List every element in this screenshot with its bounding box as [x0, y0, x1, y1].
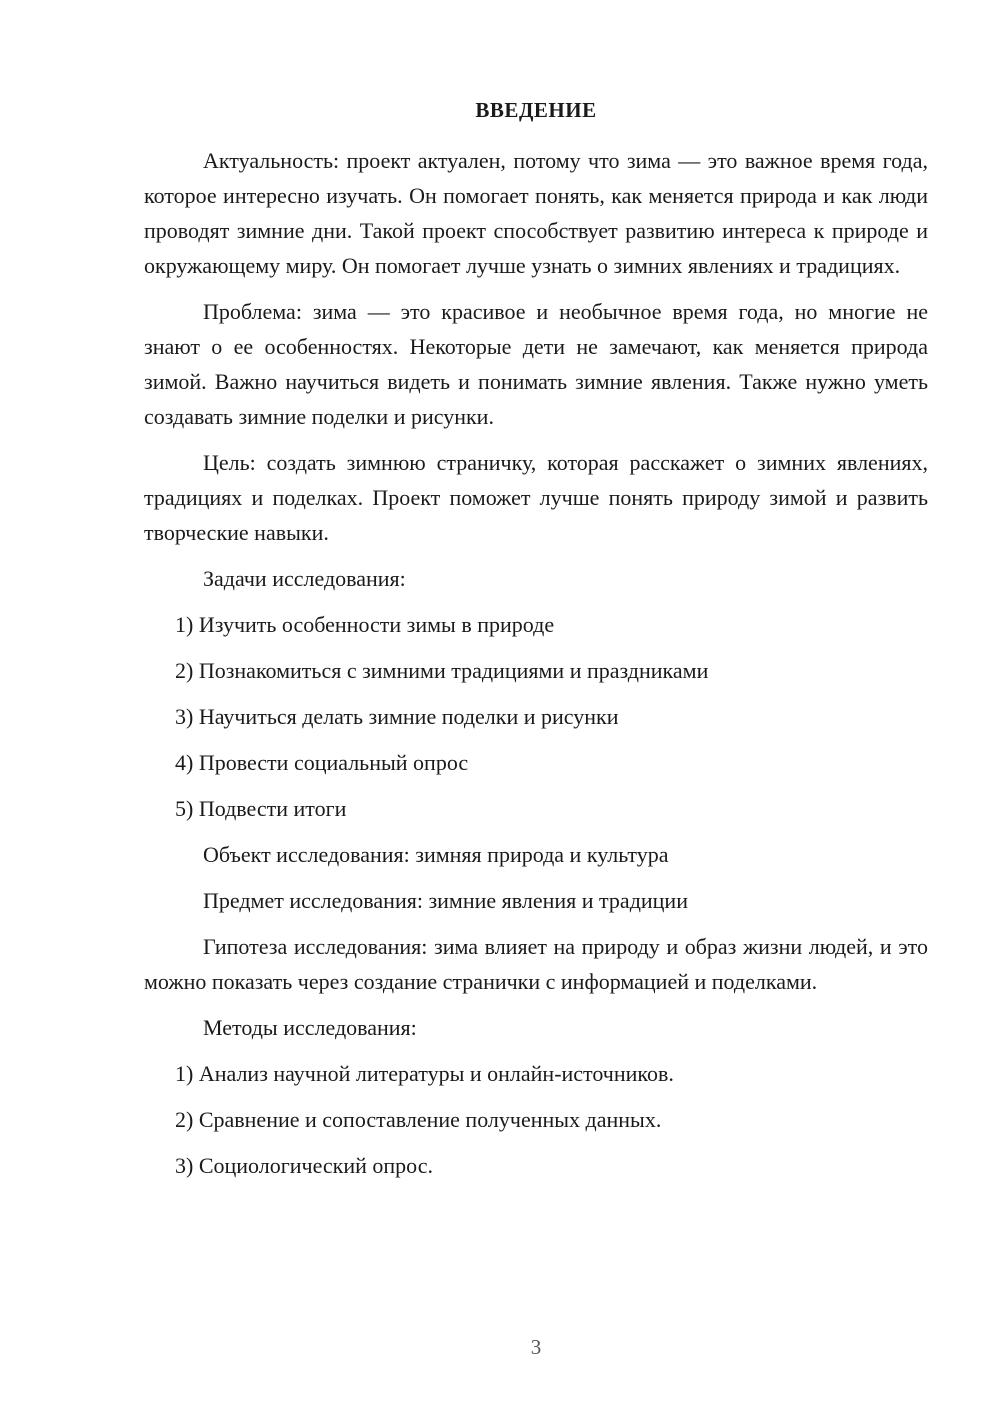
methods-heading: Методы исследования: [203, 1015, 417, 1040]
list-item: 4) Провести социальный опрос [175, 750, 469, 775]
document-body [144, 143, 928, 1194]
relevance-paragraph: Актуальность: проект актуален, потому что зима — это важное время года, которое интересно изучать. Он помогает понять, как меняется природа и как люди проводят зимние дни. Такой проект способствует развитию интереса к природе и окружающему миру. Он помогает лучше узнать о зимних явлениях и традициях. [144, 148, 928, 278]
page-number: 3 [530, 1335, 542, 1359]
hypothesis-paragraph: Гипотеза исследования: зима влияет на природу и образ жизни людей, и это можно показать через создание странички с информацией и поделками. [144, 934, 928, 994]
list-item: 2) Сравнение и сопоставление полученных данных. [175, 1107, 662, 1132]
list-item: 1) Анализ научной литературы и онлайн-источников. [175, 1061, 674, 1086]
tasks-heading: Задачи исследования: [203, 566, 406, 591]
research-subject: Предмет исследования: зимние явления и традиции [203, 888, 688, 913]
list-item: 2) Познакомиться с зимними традициями и праздниками [175, 658, 709, 683]
goal-paragraph: Цель: создать зимнюю страничку, которая расскажет о зимних явлениях, традициях и поделках. Проект поможет лучше понять природу зимой и развить творческие навыки. [144, 450, 928, 545]
page-title: ВВЕДЕНИЕ [475, 98, 597, 122]
methods-list [144, 1056, 928, 1183]
list-item: 3) Социологический опрос. [175, 1153, 433, 1178]
research-object: Объект исследования: зимняя природа и культура [203, 842, 669, 867]
list-item: 3) Научиться делать зимние поделки и рисунки [175, 704, 619, 729]
tasks-list [144, 607, 928, 826]
problem-paragraph: Проблема: зима — это красивое и необычное время года, но многие не знают о ее особенностях. Некоторые дети не замечают, как меняется природа зимой. Важно научиться видеть и понимать зимние явления. Также нужно уметь создавать зимние поделки и рисунки. [144, 299, 928, 429]
list-item: 1) Изучить особенности зимы в природе [175, 612, 555, 637]
list-item: 5) Подвести итоги [175, 796, 347, 821]
